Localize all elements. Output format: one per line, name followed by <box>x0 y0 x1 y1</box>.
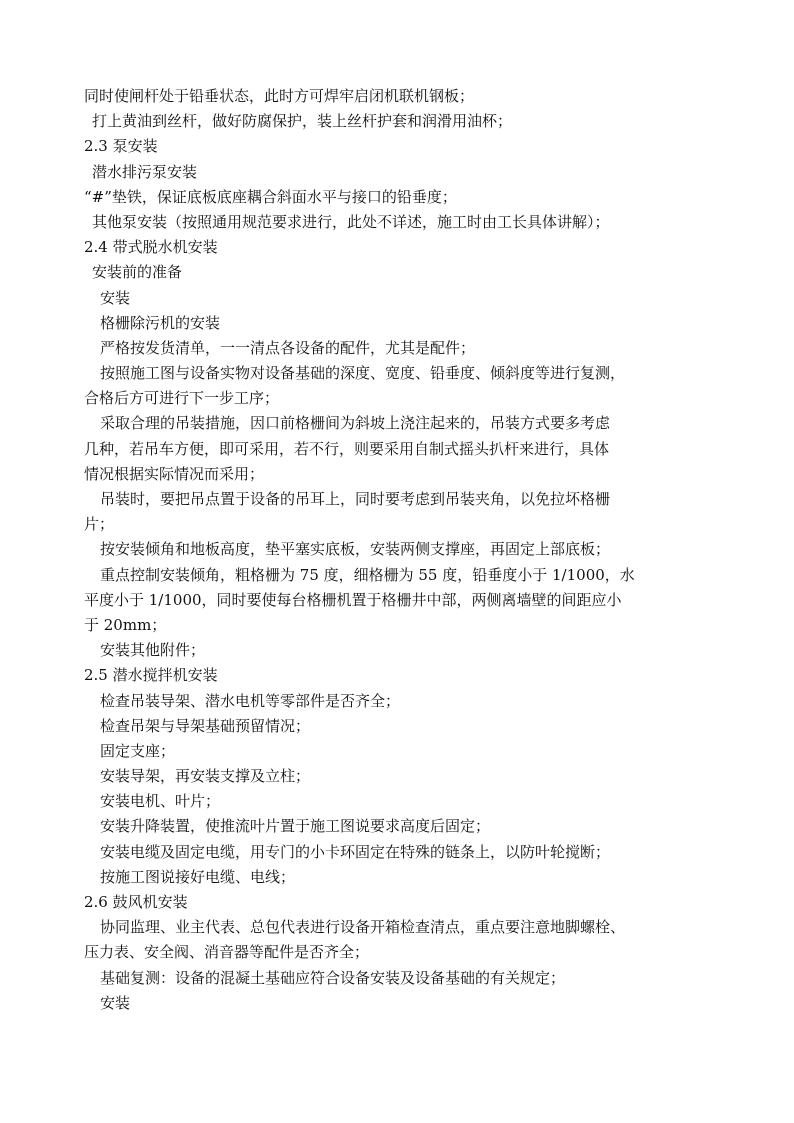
text-line: 安装电机、叶片； <box>100 792 221 811</box>
text-line: 几种，若吊车方便，即可采用，若不行，则要采用自制式摇头扒杆来进行，具体 <box>84 439 610 458</box>
text-line: 按安装倾角和地板高度，垫平塞实底板，安装两侧支撑座，再固定上部底板； <box>100 540 611 559</box>
text-line: 协同监理、业主代表、总包代表进行设备开箱检查清点，重点要注意地脚螺栓、 <box>100 918 626 937</box>
text-line: 重点控制安装倾角，粗格栅为 75 度，细格栅为 55 度，铅垂度小于 1/1000，水 <box>100 565 635 584</box>
text-line: 安装电缆及固定电缆，用专门的小卡环固定在特殊的链条上，以防叶轮搅断； <box>100 842 611 861</box>
text-line: 安装导架，再安装支撑及立柱； <box>100 767 311 786</box>
text-line: 压力表、安全阀、消音器等配件是否齐全； <box>84 943 370 962</box>
text-line: 平度小于 1/1000，同时要使每台格栅机置于格栅井中部，两侧离墙壁的间距应小 <box>84 590 622 609</box>
subsection-heading: 格栅除污机的安装 <box>100 313 221 332</box>
text-line: 安装其他附件； <box>100 641 206 660</box>
text-line: 采取合理的吊装措施，因口前格栅间为斜坡上浇注起来的，吊装方式要多考虑 <box>100 414 611 433</box>
text-line: 吊装时，要把吊点置于设备的吊耳上，同时要考虑到吊装夹角，以免拉坏格栅 <box>100 490 611 508</box>
subsection-heading: 安装 <box>100 288 131 307</box>
section-heading: 2.5 潜水搅拌机安装 <box>84 666 218 685</box>
subsection-heading: 潜水排污泵安装 <box>92 162 198 181</box>
text-line: 严格按发货清单，一一清点各设备的配件，尤其是配件； <box>100 338 476 357</box>
text-line: 情况根据实际情况而采用； <box>84 464 265 483</box>
text-line: 其他泵安装（按照通用规范要求进行，此处不详述，施工时由工长具体讲解）； <box>92 212 610 231</box>
text-line: 合格后方可进行下一步工序； <box>84 389 280 408</box>
text-line: 打上黄油到丝杆，做好防腐保护，装上丝杆护套和润滑用油杯； <box>92 112 513 131</box>
subsection-heading: 安装 <box>100 993 131 1012</box>
section-heading: 2.3 泵安装 <box>84 137 158 156</box>
text-line: 同时使闸杆处于铅垂状态，此时方可焊牢启闭机联机钢板； <box>84 87 475 105</box>
text-line: 于 20mm； <box>84 615 167 634</box>
text-line: 检查吊架与导架基础预留情况； <box>100 716 311 735</box>
text-line: 片； <box>84 515 115 534</box>
document-body <box>84 84 714 1016</box>
section-heading: 2.6 鼓风机安装 <box>84 893 188 911</box>
text-line: 按施工图说接好电缆、电线； <box>100 867 296 886</box>
section-heading: 2.4 带式脱水机安装 <box>84 238 218 257</box>
text-line: 安装升降装置，使推流叶片置于施工图说要求高度后固定； <box>100 817 491 836</box>
text-line: 检查吊装导架、潜水电机等零部件是否齐全； <box>100 691 401 710</box>
subsection-heading: 安装前的准备 <box>92 263 183 282</box>
text-line: 固定支座； <box>100 741 176 760</box>
text-line: 基础复测：设备的混凝土基础应符合设备安装及设备基础的有关规定； <box>100 968 566 987</box>
text-line: “#”垫铁，保证底板底座耦合斜面水平与接口的铅垂度； <box>84 187 457 206</box>
text-line: 按照施工图与设备实物对设备基础的深度、宽度、铅垂度、倾斜度等进行复测， <box>100 364 626 383</box>
